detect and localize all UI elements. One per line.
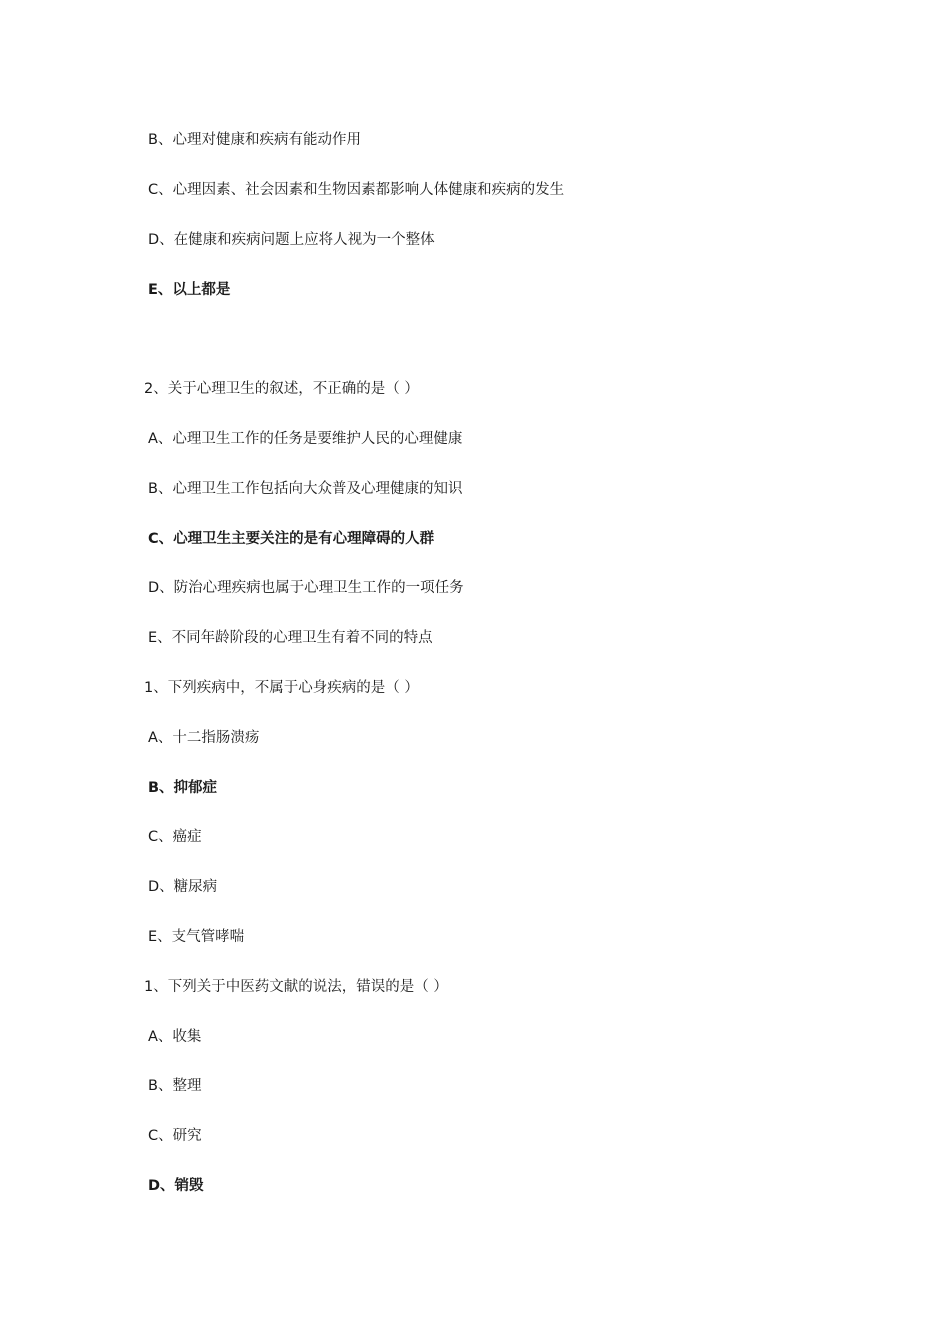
option-b: B、整理 xyxy=(148,1078,202,1094)
option-e-answer: E、以上都是 xyxy=(148,282,231,298)
option-d: D、糖尿病 xyxy=(148,879,218,895)
option-b: B、心理卫生工作包括向大众普及心理健康的知识 xyxy=(148,481,463,497)
option-b: B、心理对健康和疾病有能动作用 xyxy=(148,132,361,148)
question-3: 1、下列疾病中，不属于心身疾病的是（ ） xyxy=(144,680,419,696)
option-e: E、不同年龄阶段的心理卫生有着不同的特点 xyxy=(148,630,433,646)
option-c: C、心理因素、社会因素和生物因素都影响人体健康和疾病的发生 xyxy=(148,182,565,198)
option-e: E、支气管哮喘 xyxy=(148,929,245,945)
option-d: D、防治心理疾病也属于心理卫生工作的一项任务 xyxy=(148,580,464,596)
option-a: A、十二指肠溃疡 xyxy=(148,730,260,746)
option-a: A、收集 xyxy=(148,1029,202,1045)
option-d-answer: D、销毁 xyxy=(148,1178,204,1194)
option-d: D、在健康和疾病问题上应将人视为一个整体 xyxy=(148,232,435,248)
option-c: C、癌症 xyxy=(148,829,202,845)
option-c: C、研究 xyxy=(148,1128,202,1144)
question-2: 2、关于心理卫生的叙述，不正确的是（ ） xyxy=(144,381,419,397)
option-b-answer: B、抑郁症 xyxy=(148,780,218,796)
option-a: A、心理卫生工作的任务是要维护人民的心理健康 xyxy=(148,431,463,447)
question-4: 1、下列关于中医药文献的说法，错误的是（ ） xyxy=(144,979,448,995)
option-c-answer: C、心理卫生主要关注的是有心理障碍的人群 xyxy=(148,531,435,547)
